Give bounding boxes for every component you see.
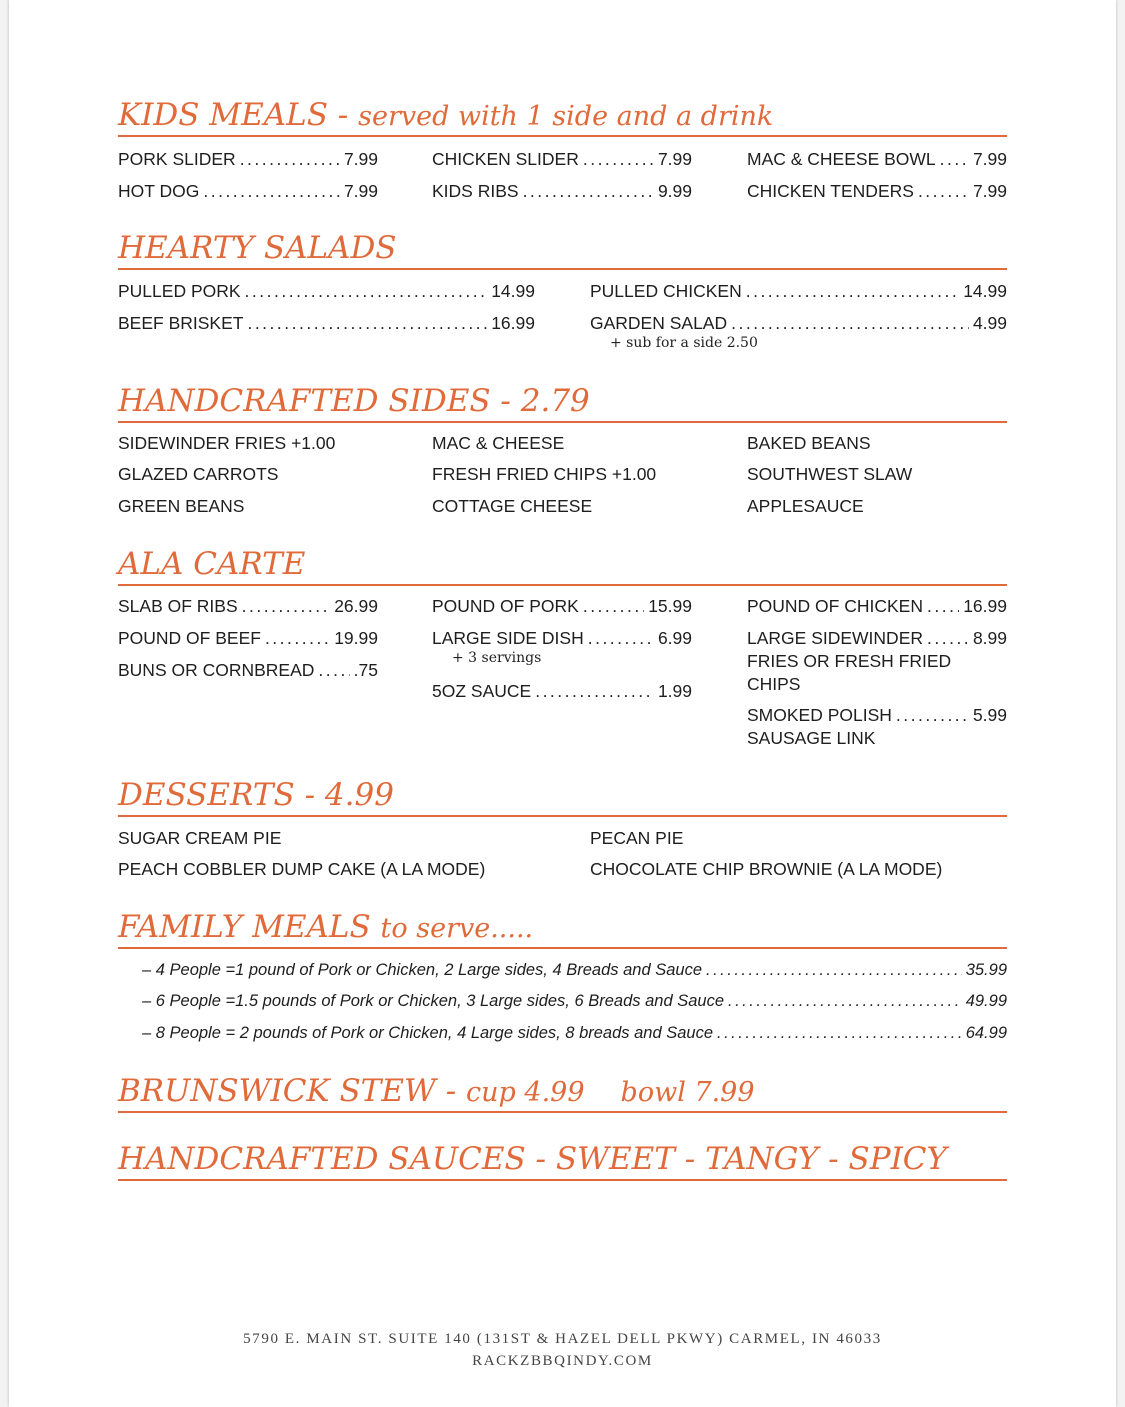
item-name: – 8 People = 2 pounds of Pork or Chicken, 4 Large sides, 8 breads and Sauce xyxy=(142,1024,713,1042)
brunswick-stew-title: BRUNSWICK STEW - xyxy=(118,1073,467,1109)
menu-item xyxy=(118,659,378,681)
item-price: 14.99 xyxy=(963,281,1007,301)
kids-meals-heading xyxy=(118,95,1007,137)
menu-item xyxy=(118,312,535,334)
footer-address: 5790 E. MAIN ST. SUITE 140 (131ST & HAZEL DELL PKWY) CARMEL, IN 46033 xyxy=(243,1331,882,1347)
side-item: SIDEWINDER FRIES +1.00 xyxy=(118,433,336,453)
item-name: LARGE SIDEWINDER xyxy=(747,628,923,648)
item-name: CHICKEN TENDERS xyxy=(747,181,914,201)
menu-item xyxy=(432,148,692,170)
leader-dots xyxy=(728,990,962,1012)
item-price: 16.99 xyxy=(963,596,1007,616)
item-price: 15.99 xyxy=(648,596,692,616)
leader-dots xyxy=(265,627,330,649)
menu-item xyxy=(118,595,378,617)
menu-item xyxy=(747,148,1007,170)
leader-dots xyxy=(523,180,654,202)
item-price: 7.99 xyxy=(343,181,378,201)
item-name: PORK SLIDER xyxy=(118,149,236,169)
family-meal-item xyxy=(142,990,1007,1012)
item-price: 7.99 xyxy=(972,149,1007,169)
menu-item xyxy=(118,148,378,170)
ala-carte-heading: ALA CARTE xyxy=(118,544,1007,586)
leader-dots xyxy=(940,148,969,170)
stew-cup-price: cup 4.99 xyxy=(466,1077,585,1108)
leader-dots xyxy=(535,680,654,702)
side-item: MAC & CHEESE xyxy=(432,433,565,453)
item-name: SLAB OF RIBS xyxy=(118,596,238,616)
leader-dots xyxy=(318,659,349,681)
leader-dots xyxy=(706,959,962,981)
leader-dots xyxy=(927,595,959,617)
leader-dots xyxy=(583,148,654,170)
side-item: GREEN BEANS xyxy=(118,496,245,516)
item-price: .75 xyxy=(353,660,378,680)
item-price: 26.99 xyxy=(334,596,378,616)
side-item: APPLESAUCE xyxy=(747,496,864,516)
item-name: CHICKEN SLIDER xyxy=(432,149,579,169)
leader-dots xyxy=(583,595,644,617)
item-name: HOT DOG xyxy=(118,181,200,201)
leader-dots xyxy=(247,312,487,334)
item-price: 16.99 xyxy=(491,313,535,333)
dessert-item: PECAN PIE xyxy=(590,828,684,848)
item-price: 19.99 xyxy=(334,628,378,648)
item-name: BEEF BRISKET xyxy=(118,313,244,333)
leader-dots xyxy=(245,280,488,302)
menu-item xyxy=(432,680,692,702)
item-name: MAC & CHEESE BOWL xyxy=(747,149,936,169)
leader-dots xyxy=(717,1022,962,1044)
family-meals-subtitle: to serve..... xyxy=(380,913,534,944)
dessert-item: CHOCOLATE CHIP BROWNIE (A LA MODE) xyxy=(590,859,943,879)
menu-item xyxy=(432,627,692,649)
leader-dots xyxy=(731,312,969,334)
item-name: PULLED PORK xyxy=(118,281,241,301)
dessert-item: PEACH COBBLER DUMP CAKE (A LA MODE) xyxy=(118,859,486,879)
side-item: SOUTHWEST SLAW xyxy=(747,464,913,484)
menu-item xyxy=(118,280,535,302)
item-name: PULLED CHICKEN xyxy=(590,281,742,301)
stew-bowl-price: bowl 7.99 xyxy=(620,1077,755,1108)
item-name: LARGE SIDE DISH xyxy=(432,628,584,648)
item-price: 6.99 xyxy=(657,628,692,648)
leader-dots xyxy=(896,704,969,726)
menu-item xyxy=(590,312,1007,334)
menu-item xyxy=(747,180,1007,202)
item-name: POUND OF BEEF xyxy=(118,628,261,648)
item-name: GARDEN SALAD xyxy=(590,313,728,333)
item-name: POUND OF PORK xyxy=(432,596,579,616)
leader-dots xyxy=(588,627,654,649)
item-name: SMOKED POLISH xyxy=(747,705,892,725)
menu-item xyxy=(590,280,1007,302)
item-price: 7.99 xyxy=(972,181,1007,201)
item-price: 7.99 xyxy=(343,149,378,169)
dessert-item: SUGAR CREAM PIE xyxy=(118,828,282,848)
garden-salad-note: + sub for a side 2.50 xyxy=(610,335,758,351)
family-meal-item xyxy=(142,1022,1007,1044)
item-name: – 6 People =1.5 pounds of Pork or Chicken, 3 Large sides, 6 Breads and Sauce xyxy=(142,992,725,1010)
family-meals-heading xyxy=(118,907,1007,949)
desserts-heading: DESSERTS - 4.99 xyxy=(118,775,1007,817)
side-item: GLAZED CARROTS xyxy=(118,464,279,484)
item-price: 49.99 xyxy=(965,992,1007,1010)
menu-item xyxy=(118,627,378,649)
leader-dots xyxy=(918,180,969,202)
menu-item xyxy=(747,595,1007,617)
item-price: 35.99 xyxy=(965,961,1007,979)
item-name: KIDS RIBS xyxy=(432,181,519,201)
side-item: FRESH FRIED CHIPS +1.00 xyxy=(432,464,657,484)
item-price: 4.99 xyxy=(972,313,1007,333)
family-meals-title: FAMILY MEALS xyxy=(118,909,381,945)
family-meal-item xyxy=(142,959,1007,981)
item-price: 5.99 xyxy=(972,705,1007,725)
leader-dots xyxy=(927,627,969,649)
menu-item xyxy=(432,180,692,202)
item-price: 9.99 xyxy=(657,181,692,201)
item-price: 14.99 xyxy=(491,281,535,301)
handcrafted-sides-heading: HANDCRAFTED SIDES - 2.79 xyxy=(118,381,1007,423)
item-price: 8.99 xyxy=(972,628,1007,648)
brunswick-stew-heading xyxy=(118,1071,1007,1113)
leader-dots xyxy=(203,180,340,202)
item-price: 64.99 xyxy=(965,1024,1007,1042)
large-side-note: + 3 servings xyxy=(452,650,542,666)
side-item: BAKED BEANS xyxy=(747,433,871,453)
kids-meals-subtitle: served with 1 side and a drink xyxy=(358,101,774,132)
item-name: POUND OF CHICKEN xyxy=(747,596,923,616)
footer-website: RACKZBBQINDY.COM xyxy=(472,1353,653,1369)
menu-item xyxy=(747,627,1007,649)
item-price: 1.99 xyxy=(657,681,692,701)
item-name: BUNS OR CORNBREAD xyxy=(118,660,315,680)
item-name: – 4 People =1 pound of Pork or Chicken, 2 Large sides, 4 Breads and Sauce xyxy=(142,961,702,979)
hearty-salads-heading: HEARTY SALADS xyxy=(118,228,1007,270)
polish-continuation: SAUSAGE LINK xyxy=(747,728,876,748)
menu-item xyxy=(118,180,378,202)
menu-item xyxy=(432,595,692,617)
sidewinder-continuation: FRIES OR FRESH FRIED CHIPS xyxy=(747,651,952,694)
handcrafted-sauces-heading: HANDCRAFTED SAUCES - SWEET - TANGY - SPICY xyxy=(118,1139,1007,1181)
kids-meals-title: KIDS MEALS - xyxy=(118,97,359,133)
item-price: 7.99 xyxy=(657,149,692,169)
leader-dots xyxy=(242,595,331,617)
leader-dots xyxy=(240,148,340,170)
menu-item xyxy=(747,704,1007,726)
leader-dots xyxy=(746,280,959,302)
side-item: COTTAGE CHEESE xyxy=(432,496,593,516)
item-name: 5OZ SAUCE xyxy=(432,681,532,701)
